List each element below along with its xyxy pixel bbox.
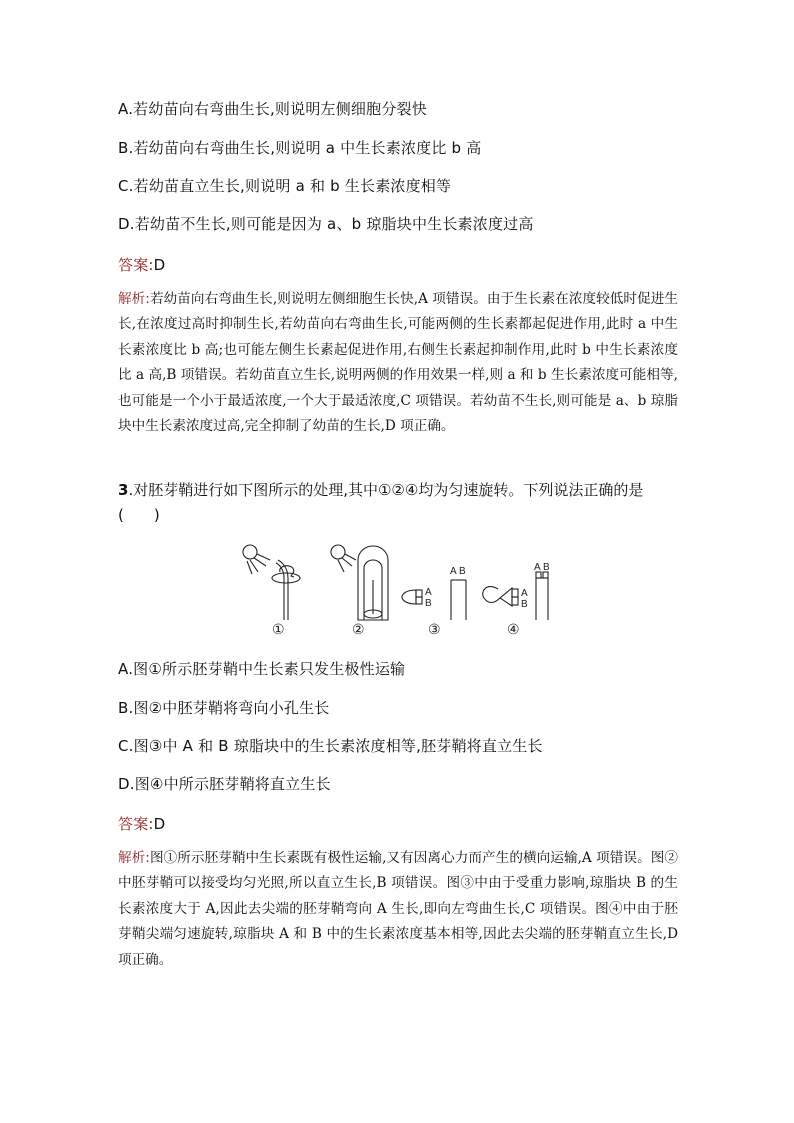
answer-label: 答案: (118, 815, 154, 833)
q3-figure (230, 540, 570, 640)
q2-explanation (118, 287, 678, 439)
answer-value: D (153, 256, 166, 274)
q3-option-c: C.图③中 A 和 B 琼脂块中的生长素浓度相等,胚芽鞘将直立生长 (118, 737, 543, 755)
q2-option-c: C.若幼苗直立生长,则说明 a 和 b 生长素浓度相等 (118, 177, 452, 195)
explanation-text: 图①所示胚芽鞘中生长素既有极性运输,又有因离心力而产生的横向运输,A 项错误。图②中胚芽鞘可以接受均匀光照,所以直立生长,B 项错误。图③中由于受重力影响,琼脂块 B 的生长素浓度大于 A,因此去尖端的胚芽鞘弯向 A 生长,即向左弯曲生长,C 项错误。图④中由于胚芽鞘尖端匀速旋转,琼脂块 A 和 B 中的生长素浓度基本相等,因此去尖端的胚芽鞘直立生长,D 项正确。 (118, 850, 678, 968)
q2-option-a: A.若幼苗向右弯曲生长,则说明左侧细胞分裂快 (118, 100, 427, 118)
q2-option-b: B.若幼苗向右弯曲生长,则说明 a 中生长素浓度比 b 高 (118, 139, 482, 157)
q3-stem (118, 478, 678, 528)
fig4-top-label-a: A (534, 562, 541, 573)
fig4-top-label-b: B (543, 562, 550, 573)
fig3-label-b: B (425, 598, 432, 609)
q3-explanation (118, 846, 678, 973)
answer-label: 答案: (118, 256, 154, 274)
fig-label-1: ① (272, 621, 285, 637)
q3-option-d: D.图④中所示胚芽鞘将直立生长 (118, 775, 331, 793)
figure3-tip-and-coleoptile (402, 580, 466, 620)
answer-value: D (153, 815, 166, 833)
q3-option-b: B.图②中胚芽鞘将弯向小孔生长 (118, 699, 330, 717)
q3-answer (118, 813, 165, 834)
question-text: .对胚芽鞘进行如下图所示的处理,其中①②④均为匀速旋转。下列说法正确的是( ) (118, 481, 644, 524)
q2-answer (118, 254, 165, 275)
fig-label-3: ③ (428, 621, 441, 637)
fig4-label-b: B (521, 599, 528, 610)
figure4-rotating-tip-and-coleoptile (483, 572, 548, 620)
question-number: 3 (118, 481, 129, 499)
figure2-box-with-hole (331, 545, 388, 620)
explanation-label: 解析: (118, 850, 150, 866)
explanation-text: 若幼苗向右弯曲生长,则说明左侧细胞生长快,A 项错误。由于生长素在浓度较低时促进生长,在浓度过高时抑制生长,若幼苗向右弯曲生长,可能两侧的生长素都起促进作用,此时 a 中生长素浓度比 b 高;也可能左侧生长素起促进作用,右侧生长素起抑制作用,此时 b 中生长素浓度比 a 高,B 项错误。若幼苗直立生长,说明两侧的作用效果一样,则 a 和 b 生长素浓度可能相等,也可能是一个小于最适浓度,一个大于最适浓度,C 项错误。若幼苗不生长,则可能是 a、b 琼脂块中生长素浓度过高,完全抑制了幼苗的生长,D 项正确。 (118, 291, 678, 435)
q3-option-a: A.图①所示胚芽鞘中生长素只发生极性运输 (118, 660, 406, 678)
q2-option-d: D.若幼苗不生长,则可能是因为 a、b 琼脂块中生长素浓度过高 (118, 215, 534, 233)
fig4-label-a: A (521, 588, 528, 599)
figure1-rotating-seedling (243, 545, 300, 620)
explanation-label: 解析: (118, 291, 150, 307)
fig3-top-label-a: A (450, 566, 457, 577)
fig-label-4: ④ (507, 621, 520, 637)
fig3-label-a: A (425, 587, 432, 598)
fig3-top-label-b: B (459, 566, 466, 577)
fig-label-2: ② (352, 621, 365, 637)
